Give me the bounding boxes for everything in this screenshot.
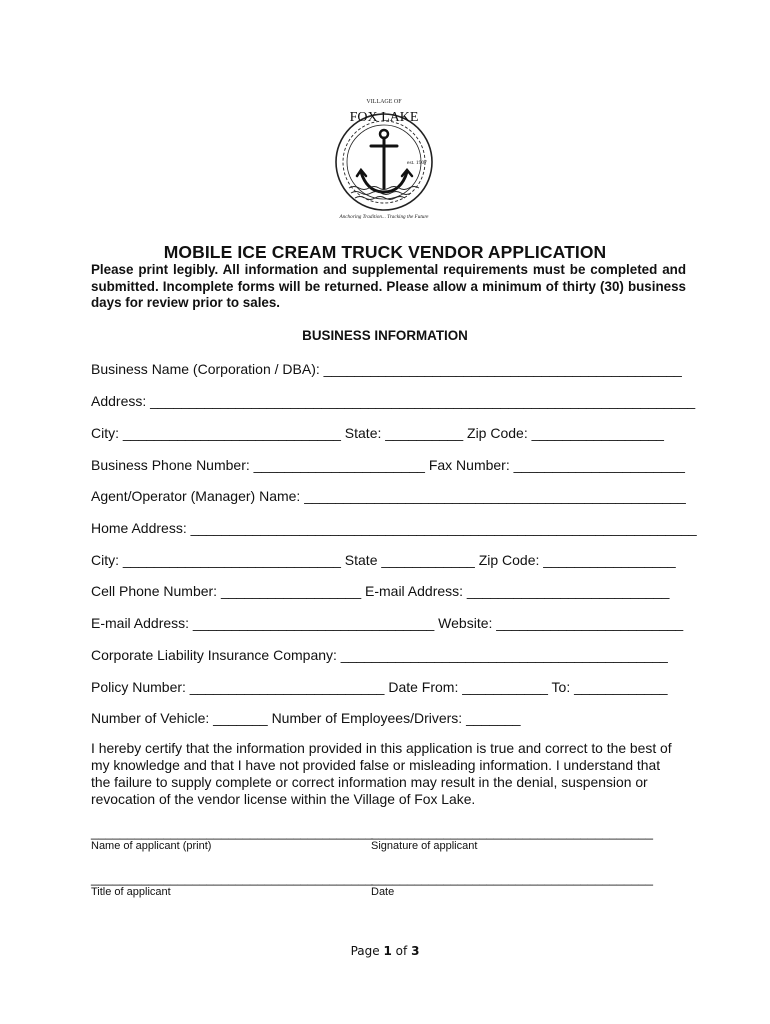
applicant-signature-label: Signature of applicant — [371, 840, 478, 852]
cell-phone-email-field[interactable]: Cell Phone Number: __________________ E-mail Address: __________________________ — [91, 583, 670, 599]
svg-text:VILLAGE OF: VILLAGE OF — [366, 99, 402, 105]
applicant-signature-line[interactable]: _______________________________________ — [371, 825, 653, 840]
date-line[interactable]: _______________________________________ — [371, 871, 653, 886]
business-name-field[interactable]: Business Name (Corporation / DBA): ______________________________________________ — [91, 361, 682, 377]
home-address-field[interactable]: Home Address: _________________________________________________________________ — [91, 520, 697, 536]
insurance-company-field[interactable]: Corporate Liability Insurance Company: __________________________________________ — [91, 647, 668, 663]
email-website-field[interactable]: E-mail Address: _______________________________ Website: ________________________ — [91, 615, 684, 631]
vehicles-employees-field[interactable]: Number of Vehicle: _______ Number of Employees/Drivers: _______ — [91, 710, 521, 726]
section-heading: BUSINESS INFORMATION — [302, 328, 468, 343]
form-title: MOBILE ICE CREAM TRUCK VENDOR APPLICATION — [163, 242, 607, 262]
certification-statement: I hereby certify that the information provided in this application is true and correct to the best of my knowledge and that I have not provided false or misleading information. I understand that the failure to supply complete or correct information may result in the denial, suspension or revocation of the vendor license within the Village of Fox Lake. — [91, 740, 672, 807]
svg-text:Anchoring Tradition... Trackin: Anchoring Tradition... Tracking the Future — [339, 214, 429, 220]
page-word: Page — [350, 944, 380, 958]
policy-dates-field[interactable]: Policy Number: _________________________ Date From: ___________ To: ____________ — [91, 679, 668, 695]
instructions-text: Please print legibly. All information and supplemental requirements must be completed and submitted. Incomplete forms will be returned. Please allow a minimum of thirty (30) business days for review prior to sales. — [91, 262, 686, 311]
agent-operator-name-field[interactable]: Agent/Operator (Manager) Name: _________________________________________________ — [91, 488, 686, 504]
of-word: of — [395, 944, 408, 958]
applicant-title-line[interactable]: _______________________________________ — [91, 871, 373, 886]
business-phone-fax-field[interactable]: Business Phone Number: ______________________ Fax Number: ______________________ — [91, 457, 685, 473]
page-total: 3 — [411, 944, 420, 958]
svg-text:est. 1907: est. 1907 — [407, 160, 427, 166]
home-city-state-zip-field[interactable]: City: ____________________________ State ____________ Zip Code: _________________ — [91, 552, 676, 568]
village-seal-logo — [327, 92, 442, 224]
city-state-zip-field[interactable]: City: ____________________________ State: __________ Zip Code: _________________ — [91, 425, 664, 441]
applicant-title-label: Title of applicant — [91, 886, 171, 898]
page-current: 1 — [383, 944, 392, 958]
date-label: Date — [371, 886, 395, 898]
applicant-name-label: Name of applicant (print) — [91, 840, 212, 852]
applicant-name-line[interactable]: _______________________________________ — [91, 825, 373, 840]
svg-text:FOX LAKE: FOX LAKE — [349, 110, 419, 125]
address-field[interactable]: Address: ______________________________________________________________________ — [91, 393, 696, 409]
page-number — [0, 944, 770, 958]
